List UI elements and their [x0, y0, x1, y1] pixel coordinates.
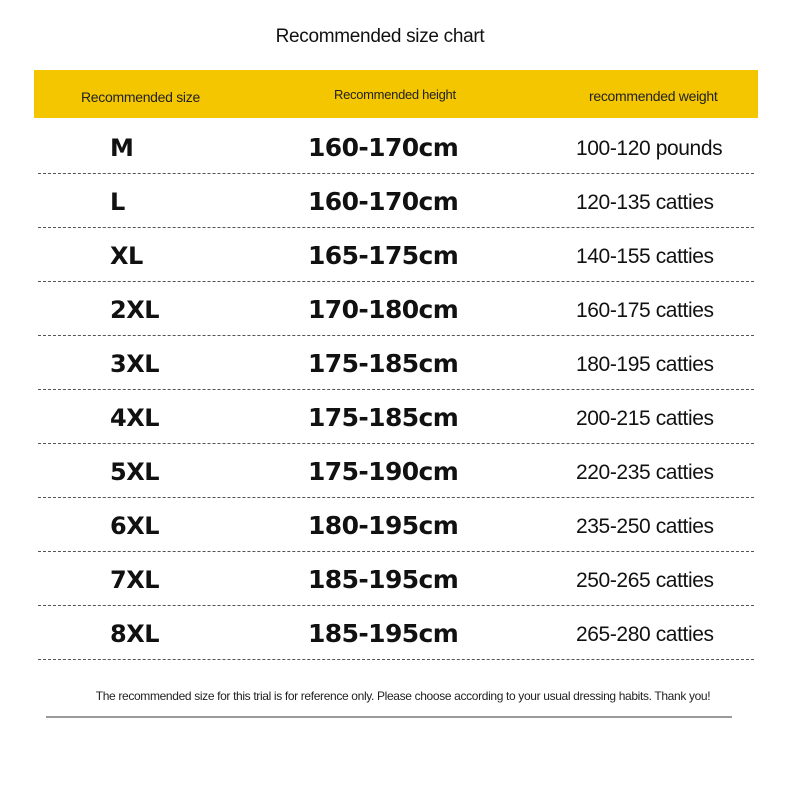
height-cell: 160-170cm	[308, 133, 459, 162]
weight-cell: 265-280 catties	[576, 623, 714, 646]
table-row	[38, 390, 754, 444]
size-cell: 6XL	[110, 512, 159, 540]
table-row	[38, 120, 754, 174]
size-cell: 3XL	[110, 350, 159, 378]
table-header	[34, 70, 758, 118]
table-row	[38, 282, 754, 336]
table-row	[38, 444, 754, 498]
weight-cell: 160-175 catties	[576, 299, 714, 322]
weight-cell: 220-235 catties	[576, 461, 714, 484]
header-weight: recommended weight	[589, 88, 718, 104]
header-size: Recommended size	[81, 89, 200, 105]
weight-cell: 120-135 catties	[576, 191, 714, 214]
footer-rule	[46, 716, 732, 718]
weight-cell: 180-195 catties	[576, 353, 714, 376]
table-row	[38, 336, 754, 390]
weight-cell: 250-265 catties	[576, 569, 714, 592]
height-cell: 185-195cm	[308, 565, 459, 594]
weight-cell: 140-155 catties	[576, 245, 714, 268]
size-cell: 7XL	[110, 566, 159, 594]
size-cell: 5XL	[110, 458, 159, 486]
table-row	[38, 174, 754, 228]
table-row	[38, 606, 754, 660]
header-height: Recommended height	[334, 87, 456, 102]
table-row	[38, 498, 754, 552]
size-cell: 2XL	[110, 296, 159, 324]
size-table-body	[38, 120, 754, 660]
height-cell: 165-175cm	[308, 241, 459, 270]
size-cell: M	[110, 134, 134, 162]
size-cell: 4XL	[110, 404, 159, 432]
weight-cell: 200-215 catties	[576, 407, 714, 430]
size-cell: L	[110, 188, 125, 216]
height-cell: 180-195cm	[308, 511, 459, 540]
height-cell: 175-185cm	[308, 349, 459, 378]
weight-cell: 235-250 catties	[576, 515, 714, 538]
page-title: Recommended size chart	[275, 26, 485, 47]
table-row	[38, 228, 754, 282]
footnote: The recommended size for this trial is for reference only. Please choose according to your usual dressing habits. Thank you!	[95, 689, 711, 703]
weight-cell: 100-120 pounds	[576, 137, 723, 160]
height-cell: 185-195cm	[308, 619, 459, 648]
size-cell: 8XL	[110, 620, 159, 648]
table-row	[38, 552, 754, 606]
height-cell: 160-170cm	[308, 187, 459, 216]
height-cell: 175-185cm	[308, 403, 459, 432]
size-cell: XL	[110, 242, 143, 270]
height-cell: 170-180cm	[308, 295, 459, 324]
height-cell: 175-190cm	[308, 457, 459, 486]
